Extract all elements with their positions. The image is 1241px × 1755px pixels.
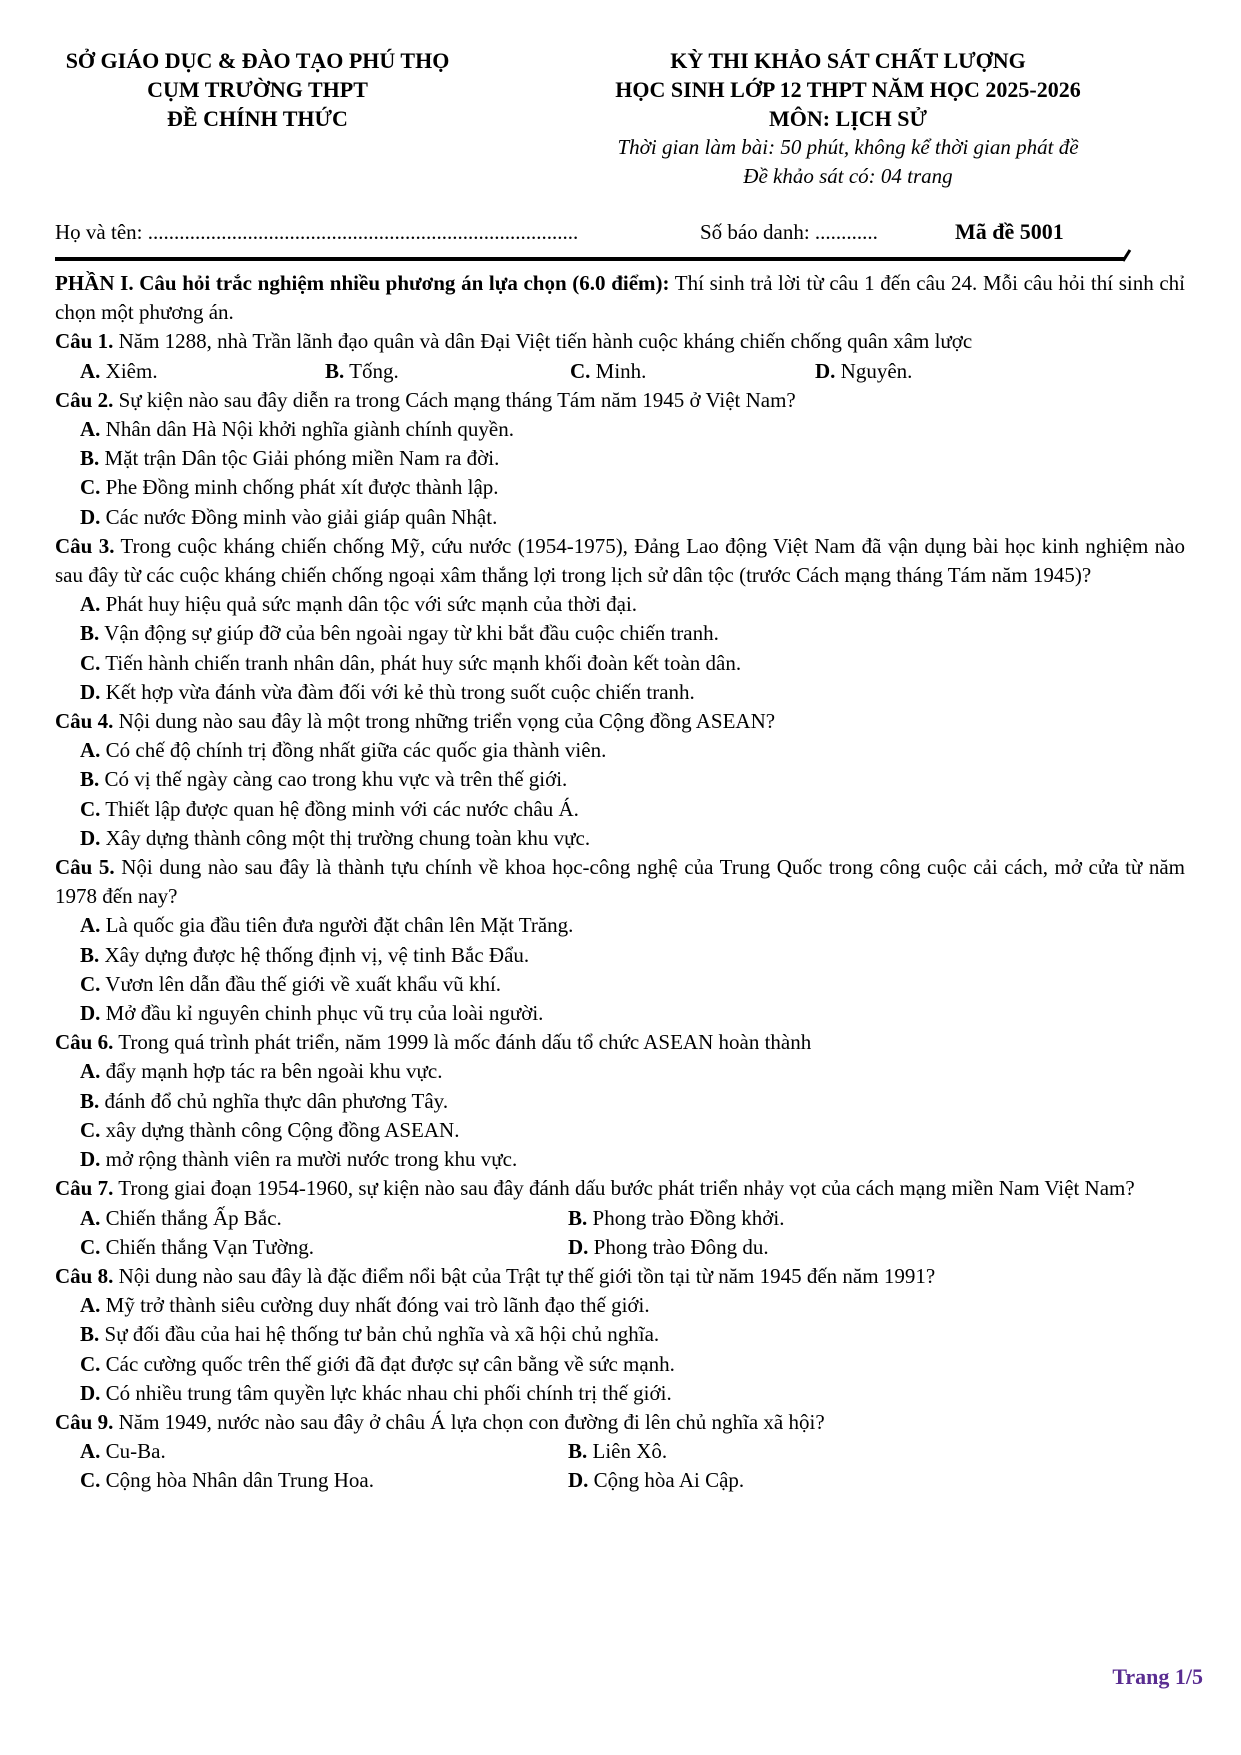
option-C — [80, 649, 1185, 678]
option-A-key: A. — [80, 1439, 101, 1464]
question-2 — [55, 386, 1185, 532]
option-C — [80, 1116, 1185, 1145]
question-8-text: Nội dung nào sau đây là đặc điểm nổi bật của Trật tự thế giới tồn tại từ năm 1945 đến năm 1991? — [118, 1263, 936, 1288]
question-7-stem — [55, 1174, 1185, 1203]
option-B-key: B. — [80, 942, 100, 967]
option-D-text: Xây dựng thành công một thị trường chung toàn khu vực. — [105, 825, 591, 850]
question-5-options — [55, 911, 1185, 1028]
option-A-key: A. — [80, 417, 101, 442]
question-2-stem — [55, 386, 1185, 415]
exam-duration: Thời gian làm bài: 50 phút, không kể thời gian phát đề — [617, 135, 1079, 159]
option-D-key: D. — [80, 679, 101, 704]
question-9-options — [80, 1437, 1185, 1495]
option-D — [80, 999, 1185, 1028]
question-7 — [55, 1174, 1185, 1262]
option-A-key: A. — [80, 738, 101, 763]
option-B — [568, 1204, 1185, 1233]
question-8 — [55, 1262, 1185, 1408]
option-A — [80, 1204, 568, 1233]
name-blank — [55, 217, 700, 247]
option-C — [80, 473, 1185, 502]
question-2-text: Sự kiện nào sau đây diễn ra trong Cách mạng tháng Tám năm 1945 ở Việt Nam? — [118, 387, 796, 412]
option-D-key: D. — [568, 1234, 589, 1259]
exam-code: Mã đề 5001 — [955, 219, 1064, 244]
option-D — [80, 1379, 1185, 1408]
option-C-text: Vươn lên dẫn đầu thế giới về xuất khẩu vũ khí. — [105, 971, 502, 996]
option-A — [80, 1291, 1185, 1320]
option-B-key: B. — [80, 767, 100, 792]
option-C-key: C. — [570, 358, 591, 383]
option-D-text: mở rộng thành viên ra mười nước trong khu vực. — [105, 1147, 518, 1172]
page-number: Trang 1/5 — [1112, 1664, 1203, 1689]
option-C — [570, 357, 815, 386]
option-A — [80, 1057, 1185, 1086]
option-B-key: B. — [568, 1439, 588, 1464]
issuing-authority-block — [30, 46, 485, 191]
registration-number-blank — [700, 217, 955, 247]
official-exam-label: ĐỀ CHÍNH THỨC — [167, 106, 348, 131]
option-B-text: Mặt trận Dân tộc Giải phóng miền Nam ra đời. — [104, 446, 500, 471]
option-B-key: B. — [80, 1088, 100, 1113]
candidate-info-row — [55, 217, 1185, 247]
option-A-text: Xiêm. — [105, 358, 158, 383]
option-C-text: Các cường quốc trên thế giới đã đạt được sự cân bằng về sức mạnh. — [105, 1351, 675, 1376]
question-2-options — [55, 415, 1185, 532]
option-A-key: A. — [80, 913, 101, 938]
option-A-text: Chiến thắng Ấp Bắc. — [105, 1205, 282, 1230]
question-5 — [55, 853, 1185, 1028]
option-A — [80, 1437, 568, 1466]
option-A — [80, 415, 1185, 444]
option-C-text: Phe Đồng minh chống phát xít được thành lập. — [105, 475, 499, 500]
option-C-key: C. — [80, 796, 101, 821]
option-A — [80, 357, 325, 386]
option-D-text: Mở đầu kỉ nguyên chinh phục vũ trụ của loài người. — [105, 1001, 544, 1026]
question-9-stem — [55, 1408, 1185, 1437]
question-8-options — [55, 1291, 1185, 1408]
option-C-key: C. — [80, 650, 101, 675]
exam-subject: MÔN: LỊCH SỬ — [768, 106, 928, 131]
option-C-key: C. — [80, 1468, 101, 1493]
option-A-text: đẩy mạnh hợp tác ra bên ngoài khu vực. — [105, 1059, 443, 1084]
option-D — [568, 1466, 1185, 1495]
option-D — [80, 824, 1185, 853]
option-D — [568, 1233, 1185, 1262]
question-1 — [55, 327, 1185, 385]
option-C-text: Cộng hòa Nhân dân Trung Hoa. — [105, 1468, 374, 1493]
name-dotted-line: .................................................................................. — [147, 220, 579, 244]
question-6-options — [55, 1057, 1185, 1174]
exam-title-block — [485, 46, 1211, 191]
option-A-text: Mỹ trở thành siêu cường duy nhất đóng vai trò lãnh đạo thế giới. — [105, 1293, 650, 1318]
question-8-stem — [55, 1262, 1185, 1291]
question-6 — [55, 1028, 1185, 1174]
exam-title-line1: KỲ THI KHẢO SÁT CHẤT LƯỢNG — [670, 48, 1026, 73]
question-4 — [55, 707, 1185, 853]
question-1-options — [80, 357, 1185, 386]
option-B — [80, 1320, 1185, 1349]
option-A — [80, 911, 1185, 940]
section1-intro — [55, 269, 1185, 327]
question-9 — [55, 1408, 1185, 1496]
option-B — [80, 1087, 1185, 1116]
question-1-label: Câu 1. — [55, 329, 114, 354]
option-B-text: Có vị thế ngày càng cao trong khu vực và trên thế giới. — [104, 767, 568, 792]
option-B — [80, 941, 1185, 970]
question-6-label: Câu 6. — [55, 1030, 114, 1055]
question-7-text: Trong giai đoạn 1954-1960, sự kiện nào sau đây đánh dấu bước phát triển nhảy vọt của cách mạng miền Nam Việt Nam? — [118, 1176, 1135, 1201]
option-D-key: D. — [815, 358, 836, 383]
option-C-text: Chiến thắng Vạn Tường. — [105, 1234, 315, 1259]
question-7-options — [80, 1204, 1185, 1262]
question-6-text: Trong quá trình phát triển, năm 1999 là mốc đánh dấu tổ chức ASEAN hoàn thành — [118, 1030, 812, 1055]
question-2-label: Câu 2. — [55, 387, 114, 412]
option-B — [325, 357, 570, 386]
option-D-key: D. — [80, 825, 101, 850]
option-A-key: A. — [80, 1205, 101, 1230]
option-C-text: Tiến hành chiến tranh nhân dân, phát huy sức mạnh khối đoàn kết toàn dân. — [105, 650, 742, 675]
option-C — [80, 970, 1185, 999]
option-D — [80, 1145, 1185, 1174]
option-B-text: Tống. — [349, 358, 399, 383]
header-divider — [55, 257, 1125, 261]
divider-pen-tick — [1122, 249, 1131, 262]
option-B-key: B. — [80, 621, 100, 646]
option-A-text: Có chế độ chính trị đồng nhất giữa các quốc gia thành viên. — [105, 738, 607, 763]
option-B-key: B. — [80, 1322, 100, 1347]
option-A-key: A. — [80, 1293, 101, 1318]
option-A-text: Là quốc gia đầu tiên đưa người đặt chân lên Mặt Trăng. — [105, 913, 574, 938]
option-B-text: Phong trào Đồng khởi. — [592, 1205, 785, 1230]
option-D-key: D. — [80, 504, 101, 529]
question-1-text: Năm 1288, nhà Trần lãnh đạo quân và dân Đại Việt tiến hành cuộc kháng chiến chống quân xâm lược — [118, 329, 973, 354]
option-C — [80, 795, 1185, 824]
option-D-key: D. — [80, 1380, 101, 1405]
option-B — [568, 1437, 1185, 1466]
option-B-text: Xây dựng được hệ thống định vị, vệ tinh Bắc Đẩu. — [104, 942, 530, 967]
option-D-key: D. — [80, 1147, 101, 1172]
section1-instructions: Thí sinh trả lời từ câu 1 đến câu 24. Mỗi câu hỏi thí sinh chỉ chọn một phương án. — [55, 271, 1185, 325]
department-name: SỞ GIÁO DỤC & ĐÀO TẠO PHÚ THỌ — [65, 48, 450, 73]
option-C — [80, 1233, 568, 1262]
option-C-key: C. — [80, 971, 101, 996]
question-6-stem — [55, 1028, 1185, 1057]
registration-number-label: Số báo danh: — [700, 220, 810, 244]
option-B-text: Sự đối đầu của hai hệ thống tư bản chủ nghĩa và xã hội chủ nghĩa. — [104, 1322, 660, 1347]
option-B-text: đánh đổ chủ nghĩa thực dân phương Tây. — [104, 1088, 449, 1113]
option-C-text: Minh. — [595, 358, 647, 383]
option-D — [80, 503, 1185, 532]
option-D-key: D. — [80, 1001, 101, 1026]
option-C — [80, 1350, 1185, 1379]
section1-title: PHẦN I. Câu hỏi trắc nghiệm nhiều phương án lựa chọn (6.0 điểm): — [55, 271, 670, 295]
question-8-label: Câu 8. — [55, 1263, 114, 1288]
option-B-key: B. — [325, 358, 345, 383]
option-D-text: Cộng hòa Ai Cập. — [593, 1468, 745, 1493]
name-label: Họ và tên: — [55, 220, 143, 244]
option-A-text: Cu-Ba. — [105, 1439, 166, 1464]
exam-body — [55, 269, 1185, 1496]
option-C-key: C. — [80, 1351, 101, 1376]
option-C-key: C. — [80, 475, 101, 500]
question-4-text: Nội dung nào sau đây là một trong những triển vọng của Cộng đồng ASEAN? — [118, 709, 776, 734]
question-4-label: Câu 4. — [55, 709, 114, 734]
option-B-key: B. — [568, 1205, 588, 1230]
option-C — [80, 1466, 568, 1495]
question-3-label: Câu 3. — [55, 533, 115, 558]
option-B-text: Vận động sự giúp đỡ của bên ngoài ngay từ khi bắt đầu cuộc chiến tranh. — [104, 621, 719, 646]
question-4-stem — [55, 707, 1185, 736]
question-7-label: Câu 7. — [55, 1176, 114, 1201]
option-D-text: Có nhiều trung tâm quyền lực khác nhau chi phối chính trị thế giới. — [105, 1380, 672, 1405]
option-A-key: A. — [80, 592, 101, 617]
question-3-options — [55, 590, 1185, 707]
option-A-key: A. — [80, 1059, 101, 1084]
exam-title-line2: HỌC SINH LỚP 12 THPT NĂM HỌC 2025-2026 — [615, 77, 1081, 102]
question-5-label: Câu 5. — [55, 855, 115, 880]
option-B — [80, 619, 1185, 648]
question-9-text: Năm 1949, nước nào sau đây ở châu Á lựa chọn con đường đi lên chủ nghĩa xã hội? — [118, 1409, 825, 1434]
option-C-text: Thiết lập được quan hệ đồng minh với các nước châu Á. — [105, 796, 579, 821]
option-A — [80, 736, 1185, 765]
question-3 — [55, 532, 1185, 707]
question-5-stem — [55, 853, 1185, 911]
option-C-text: xây dựng thành công Cộng đồng ASEAN. — [105, 1117, 460, 1142]
option-A-text: Nhân dân Hà Nội khởi nghĩa giành chính quyền. — [105, 417, 514, 442]
option-C-key: C. — [80, 1234, 101, 1259]
option-D — [815, 357, 1185, 386]
option-B-key: B. — [80, 446, 100, 471]
option-A-text: Phát huy hiệu quả sức mạnh dân tộc với sức mạnh của thời đại. — [105, 592, 638, 617]
option-D-text: Nguyên. — [840, 358, 913, 383]
exam-page-count: Đề khảo sát có: 04 trang — [743, 164, 953, 188]
option-B-text: Liên Xô. — [592, 1439, 668, 1464]
option-A-key: A. — [80, 358, 101, 383]
registration-number-dotted-line: ............ — [814, 220, 878, 244]
option-B — [80, 765, 1185, 794]
option-D — [80, 678, 1185, 707]
school-cluster: CỤM TRƯỜNG THPT — [147, 77, 368, 102]
option-D-text: Kết hợp vừa đánh vừa đàm đối với kẻ thù trong suốt cuộc chiến tranh. — [105, 679, 695, 704]
question-3-stem — [55, 532, 1185, 590]
question-3-text: Trong cuộc kháng chiến chống Mỹ, cứu nước (1954-1975), Đảng Lao động Việt Nam đã vận dụng bài học kinh nghiệm nào sau đây từ các cuộc kháng chiến chống ngoại xâm thắng lợi trong lịch sử dân tộc (trước Cách mạng tháng Tám năm 1945)? — [55, 533, 1185, 588]
option-A — [80, 590, 1185, 619]
option-D-text: Phong trào Đông du. — [593, 1234, 769, 1259]
question-5-text: Nội dung nào sau đây là thành tựu chính về khoa học-công nghệ của Trung Quốc trong công cuộc cải cách, mở cửa từ năm 1978 đến nay? — [55, 855, 1186, 909]
option-D-text: Các nước Đồng minh vào giải giáp quân Nhật. — [105, 504, 498, 529]
option-C-key: C. — [80, 1117, 101, 1142]
question-9-label: Câu 9. — [55, 1409, 114, 1434]
question-4-options — [55, 736, 1185, 853]
option-D-key: D. — [568, 1468, 589, 1493]
option-B — [80, 444, 1185, 473]
question-1-stem — [55, 327, 1185, 356]
exam-header — [0, 0, 1241, 191]
